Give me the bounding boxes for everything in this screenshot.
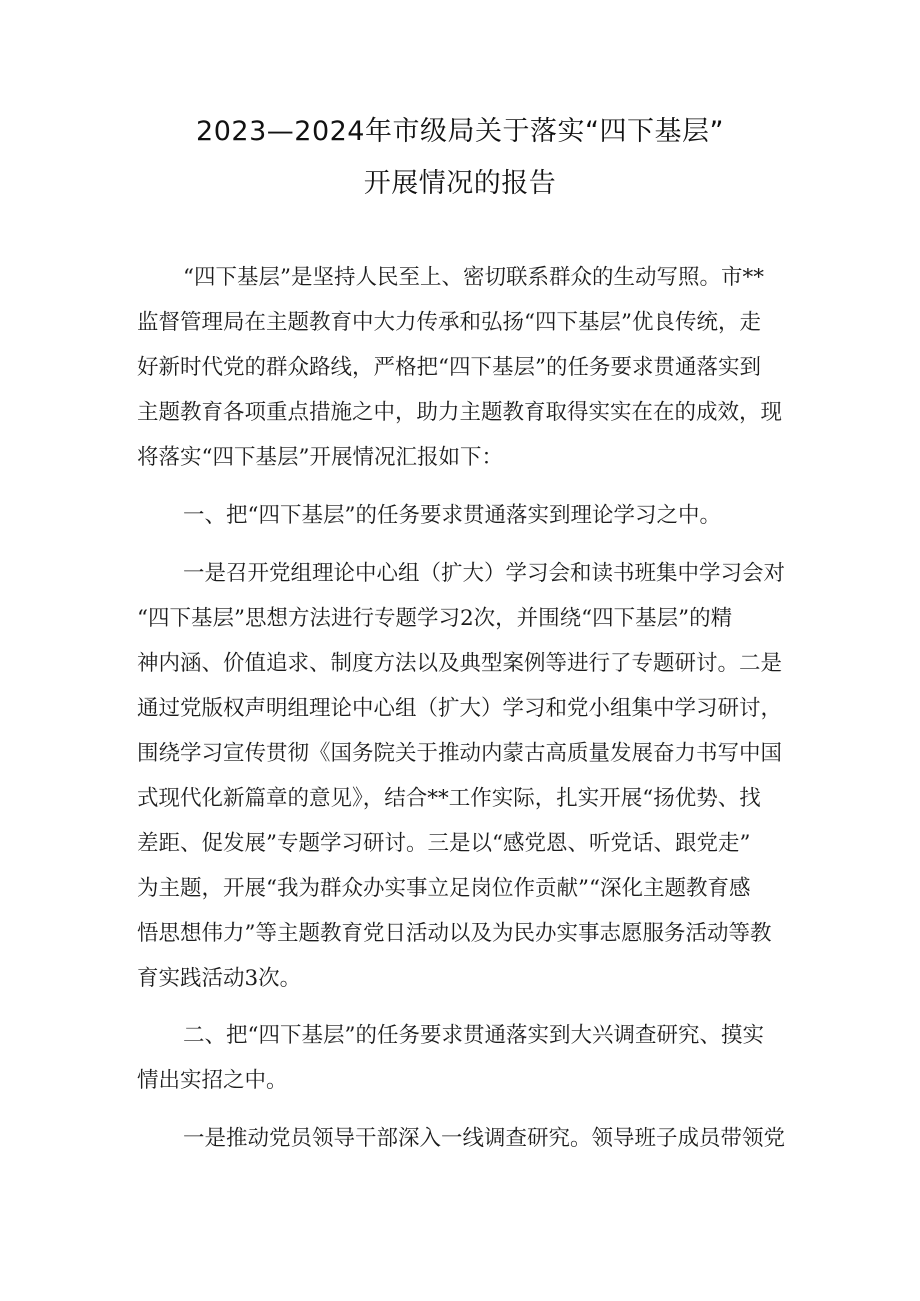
document-title-line-1: 2023—2024年市级局关于落实“四下基层” (196, 116, 724, 147)
paragraph-line: 将落实“四下基层”开展情况汇报如下： (137, 445, 503, 470)
section-heading-2-continued: 情出实招之中。 (137, 1068, 288, 1093)
paragraph-line: 好新时代党的群众路线，严格把“四下基层”的任务要求贯通落实到 (137, 355, 761, 380)
section-heading-1: 一、把“四下基层”的任务要求贯通落实到理论学习之中。 (183, 503, 721, 528)
paragraph-line: 主题教育各项重点措施之中，助力主题教育取得实实在在的成效，现 (137, 400, 783, 425)
paragraph-line: 差距、促发展”专题学习研讨。三是以“感党恩、听党话、跟党走” (137, 831, 751, 856)
paragraph-line: 一是召开党组理论中心组（扩大）学习会和读书班集中学习会对 (183, 561, 786, 586)
paragraph-line: 悟思想伟力”等主题教育党日活动以及为民办实事志愿服务活动等教 (137, 921, 772, 946)
paragraph-line: “四下基层”思想方法进行专题学习2次，并围绕“四下基层”的精 (137, 606, 733, 631)
paragraph-line: 通过党版权声明组理论中心组（扩大）学习和党小组集中学习研讨， (137, 696, 783, 721)
paragraph-line: 为主题，开展“我为群众办实事立足岗位作贡献”“深化主题教育感 (137, 876, 751, 901)
paragraph-line: 育实践活动3次。 (137, 966, 302, 991)
paragraph-line: 围绕学习宣传贯彻《国务院关于推动内蒙古高质量发展奋力书写中国 (137, 741, 783, 766)
paragraph-line: 式现代化新篇章的意见》，结合**工作实际，扎实开展“扬优势、找 (137, 786, 761, 811)
paragraph-line: “四下基层”是坚持人民至上、密切联系群众的生动写照。市** (183, 265, 764, 290)
section-heading-2: 二、把“四下基层”的任务要求贯通落实到大兴调查研究、摸实 (183, 1023, 764, 1048)
paragraph-line: 神内涵、价值追求、制度方法以及典型案例等进行了专题研讨。二是 (137, 651, 783, 676)
paragraph-line: 一是推动党员领导干部深入一线调查研究。领导班子成员带领党 (183, 1126, 786, 1151)
document-title-line-2: 开展情况的报告 (363, 168, 557, 199)
paragraph-line: 监督管理局在主题教育中大力传承和弘扬“四下基层”优良传统，走 (137, 310, 761, 335)
